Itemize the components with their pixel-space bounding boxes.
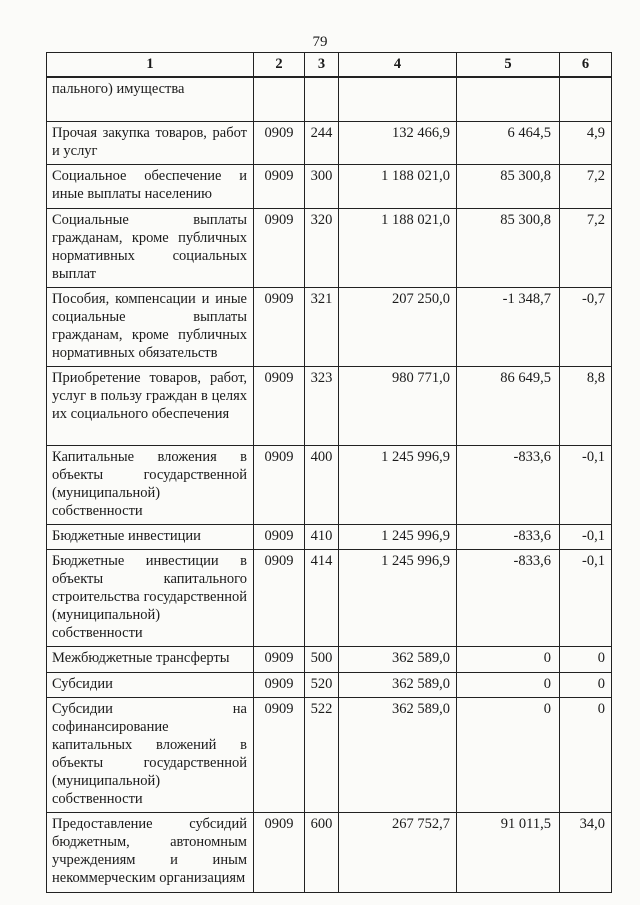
row-change-percent: -0,1 (560, 445, 612, 524)
row-change-percent: 7,2 (560, 164, 612, 208)
column-header-6: 6 (560, 53, 612, 78)
row-name: Капитальные вложения в объекты государственной (муниципальной) собственности (47, 445, 254, 524)
row-name: Социальные выплаты гражданам, кроме публичных нормативных социальных выплат (47, 208, 254, 287)
row-section-code: 0909 (254, 672, 305, 697)
table-row (47, 164, 612, 208)
row-expense-type (305, 77, 339, 121)
row-change-percent: 0 (560, 672, 612, 697)
row-change-amount: -1 348,7 (457, 287, 560, 366)
row-section-code: 0909 (254, 524, 305, 549)
row-planned-amount: 1 188 021,0 (339, 208, 457, 287)
row-change-amount: -833,6 (457, 524, 560, 549)
row-change-amount: 0 (457, 697, 560, 812)
row-expense-type: 323 (305, 366, 339, 445)
table-row (47, 549, 612, 646)
row-name: Субсидии (47, 672, 254, 697)
row-change-percent: -0,1 (560, 549, 612, 646)
row-name: Пособия, компенсации и иные социальные выплаты гражданам, кроме публичных нормативных обязательств (47, 287, 254, 366)
table-row (47, 646, 612, 672)
row-expense-type: 320 (305, 208, 339, 287)
row-expense-type: 520 (305, 672, 339, 697)
table-row (47, 366, 612, 445)
row-section-code (254, 77, 305, 121)
column-header-1: 1 (47, 53, 254, 78)
row-section-code: 0909 (254, 445, 305, 524)
row-change-amount: -833,6 (457, 549, 560, 646)
row-change-percent: 0 (560, 697, 612, 812)
row-planned-amount (339, 77, 457, 121)
row-change-amount: 91 011,5 (457, 812, 560, 892)
row-planned-amount: 1 245 996,9 (339, 445, 457, 524)
row-change-percent: 8,8 (560, 366, 612, 445)
row-planned-amount: 1 188 021,0 (339, 164, 457, 208)
row-name: Предоставление субсидий бюджетным, автономным учреждениям и иным некоммерческим организациям (47, 812, 254, 892)
row-change-amount: 0 (457, 646, 560, 672)
row-change-amount: -833,6 (457, 445, 560, 524)
table-row (47, 208, 612, 287)
column-header-5: 5 (457, 53, 560, 78)
table-row (47, 121, 612, 164)
row-planned-amount: 362 589,0 (339, 672, 457, 697)
table-row (47, 287, 612, 366)
row-change-amount: 85 300,8 (457, 164, 560, 208)
row-section-code: 0909 (254, 549, 305, 646)
row-planned-amount: 132 466,9 (339, 121, 457, 164)
row-change-amount: 86 649,5 (457, 366, 560, 445)
row-name: Бюджетные инвестиции (47, 524, 254, 549)
row-section-code: 0909 (254, 697, 305, 812)
row-name: Приобретение товаров, работ, услуг в пользу граждан в целях их социального обеспечения (47, 366, 254, 445)
row-change-amount (457, 77, 560, 121)
row-change-percent: 34,0 (560, 812, 612, 892)
table-row (47, 524, 612, 549)
row-name: Социальное обеспечение и иные выплаты населению (47, 164, 254, 208)
column-header-3: 3 (305, 53, 339, 78)
row-expense-type: 522 (305, 697, 339, 812)
row-change-percent: 0 (560, 646, 612, 672)
row-change-amount: 0 (457, 672, 560, 697)
row-name: Межбюджетные трансферты (47, 646, 254, 672)
row-expense-type: 414 (305, 549, 339, 646)
row-planned-amount: 207 250,0 (339, 287, 457, 366)
row-change-amount: 85 300,8 (457, 208, 560, 287)
row-change-percent (560, 77, 612, 121)
column-header-2: 2 (254, 53, 305, 78)
row-planned-amount: 1 245 996,9 (339, 549, 457, 646)
table-row (47, 697, 612, 812)
row-section-code: 0909 (254, 208, 305, 287)
table-row (47, 77, 612, 121)
row-planned-amount: 362 589,0 (339, 697, 457, 812)
row-section-code: 0909 (254, 646, 305, 672)
row-planned-amount: 362 589,0 (339, 646, 457, 672)
row-section-code: 0909 (254, 366, 305, 445)
page-number: 79 (312, 34, 328, 50)
table-row (47, 672, 612, 697)
budget-table (46, 52, 612, 893)
row-change-percent: -0,1 (560, 524, 612, 549)
row-expense-type: 300 (305, 164, 339, 208)
column-header-4: 4 (339, 53, 457, 78)
row-change-percent: -0,7 (560, 287, 612, 366)
row-expense-type: 410 (305, 524, 339, 549)
row-section-code: 0909 (254, 287, 305, 366)
row-change-percent: 4,9 (560, 121, 612, 164)
row-section-code: 0909 (254, 121, 305, 164)
row-expense-type: 321 (305, 287, 339, 366)
row-planned-amount: 980 771,0 (339, 366, 457, 445)
row-change-percent: 7,2 (560, 208, 612, 287)
row-planned-amount: 267 752,7 (339, 812, 457, 892)
row-section-code: 0909 (254, 164, 305, 208)
row-name: пального) имущества (47, 77, 254, 121)
table-row (47, 812, 612, 892)
row-change-amount: 6 464,5 (457, 121, 560, 164)
row-expense-type: 244 (305, 121, 339, 164)
row-name: Бюджетные инвестиции в объекты капитального строительства государственной (муниципальной) собственности (47, 549, 254, 646)
row-name: Субсидии на софинансирование капитальных вложений в объекты государственной (муниципальной) собственности (47, 697, 254, 812)
row-expense-type: 500 (305, 646, 339, 672)
row-expense-type: 400 (305, 445, 339, 524)
row-planned-amount: 1 245 996,9 (339, 524, 457, 549)
table-row (47, 445, 612, 524)
table-header-row (47, 53, 612, 78)
row-name: Прочая закупка товаров, работ и услуг (47, 121, 254, 164)
row-section-code: 0909 (254, 812, 305, 892)
row-expense-type: 600 (305, 812, 339, 892)
